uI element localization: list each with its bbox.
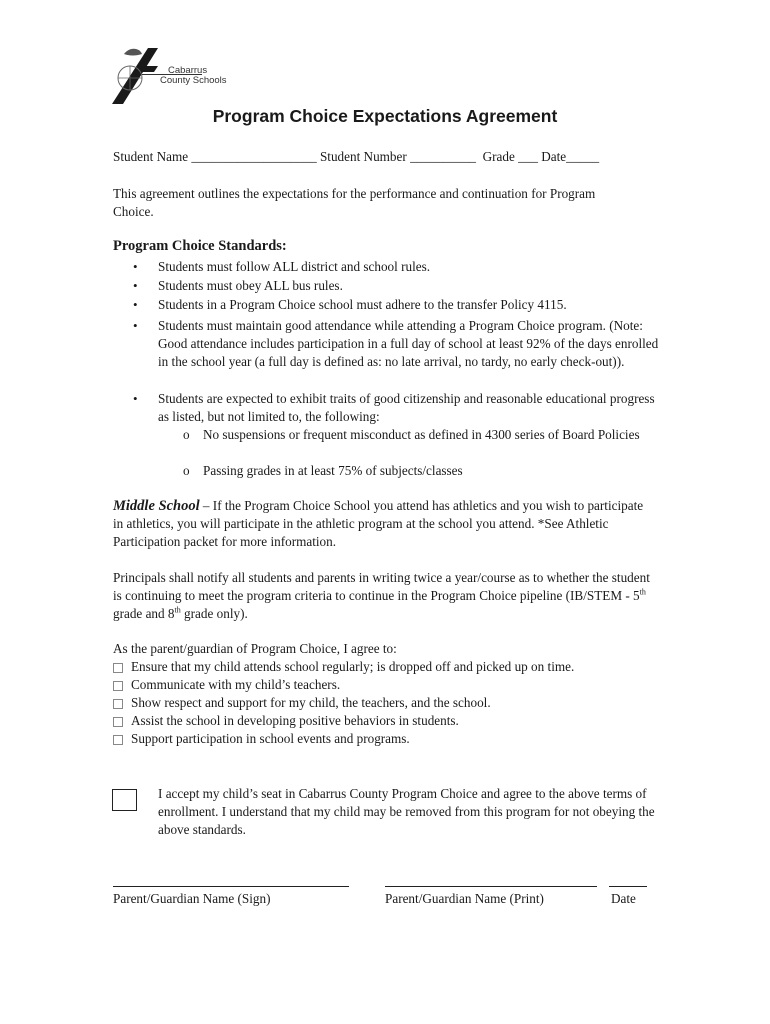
date-line[interactable] [609, 886, 647, 887]
bullet-icon: • [133, 318, 138, 333]
standard-item: Students are expected to exhibit traits of good citizenship and reasonable educational progress as listed, but not limited to, the following: [158, 391, 655, 424]
parent-item: Assist the school in developing positive behaviors in students. [131, 713, 459, 728]
parent-checkbox[interactable] [113, 699, 123, 709]
bullet-icon: • [133, 391, 138, 406]
parent-item: Support participation in school events and programs. [131, 731, 410, 746]
signature-date-label: Date [611, 891, 636, 906]
student-fields [113, 148, 599, 166]
ordinal-suffix: th [639, 587, 646, 597]
parent-item: Show respect and support for my child, the teachers, and the school. [131, 695, 491, 710]
date-label: Date [541, 149, 567, 164]
parent-checkbox[interactable] [113, 735, 123, 745]
standard-item: Students must follow ALL district and school rules. [158, 259, 431, 274]
standard-subitem: Passing grades in at least 75% of subjects/classes [203, 463, 463, 478]
middle-school-label: Middle School [113, 498, 200, 514]
student-name-field[interactable]: ___________________ [191, 149, 317, 164]
logo-line1: Cabarrus [168, 65, 208, 76]
standard-subitem: No suspensions or frequent misconduct as defined in 4300 series of Board Policies [203, 427, 640, 442]
middle-school-paragraph [113, 497, 653, 551]
sub-bullet-icon: o [183, 427, 190, 442]
logo [110, 44, 227, 106]
ordinal-suffix: th [174, 605, 181, 615]
standard-item: Students must maintain good attendance while attending a Program Choice program. (Note: Good attendance includes participation in a full day of school at least 92% of the days enrolled in the school year (a full day is defined as: no late arrival, no tardy, no early check-out)). [158, 318, 659, 369]
intro-paragraph: This agreement outlines the expectations for the performance and continuation for Program Choice. [113, 186, 596, 219]
print-line[interactable] [385, 886, 597, 887]
bullet-icon: • [133, 259, 138, 274]
print-label: Parent/Guardian Name (Print) [385, 891, 544, 906]
principals-text-1: Principals shall notify all students and parents in writing twice a year/course as to whether the student is continuing to meet the program criteria to continue in the Program Choice pipeline (IB/STEM - 5 [113, 570, 650, 603]
accept-checkbox[interactable] [112, 789, 137, 811]
sub-bullet-icon: o [183, 463, 190, 478]
parent-intro: As the parent/guardian of Program Choice, I agree to: [113, 641, 397, 656]
principals-text-2: grade and 8 [113, 606, 175, 621]
student-number-label: Student Number [319, 149, 407, 164]
parent-checkbox[interactable] [113, 717, 123, 727]
principals-text-3: grade only). [180, 606, 248, 621]
parent-checkbox[interactable] [113, 681, 123, 691]
student-number-field[interactable]: __________ [410, 149, 477, 164]
grade-field[interactable]: ___ [518, 149, 538, 164]
middle-school-text: – If the Program Choice School you attend has athletics and you wish to participate in athletics, you will participate in the athletic program at the school you attend. *See Athletic Participation packet for more information. [113, 498, 644, 549]
bullet-icon: • [133, 278, 138, 293]
student-name-label: Student Name [113, 149, 189, 164]
grade-label: Grade [482, 149, 515, 164]
sign-label: Parent/Guardian Name (Sign) [113, 891, 271, 906]
standard-item: Students in a Program Choice school must adhere to the transfer Policy 4115. [158, 297, 567, 312]
parent-item: Communicate with my child’s teachers. [131, 677, 341, 692]
standard-item: Students must obey ALL bus rules. [158, 278, 343, 293]
standards-heading: Program Choice Standards: [113, 238, 287, 254]
logo-line2: County Schools [160, 75, 227, 86]
acceptance-text: I accept my child’s seat in Cabarrus County Program Choice and agree to the above terms of enrollment. I understand that my child may be removed from this program for not obeying the above standards. [158, 786, 655, 837]
parent-item: Ensure that my child attends school regularly; is dropped off and picked up on time. [131, 659, 575, 674]
date-field[interactable]: _____ [566, 149, 600, 164]
sign-line[interactable] [113, 886, 349, 887]
page-title: Program Choice Expectations Agreement [212, 106, 558, 126]
principals-paragraph [113, 569, 658, 623]
parent-checkbox[interactable] [113, 663, 123, 673]
bullet-icon: • [133, 297, 138, 312]
